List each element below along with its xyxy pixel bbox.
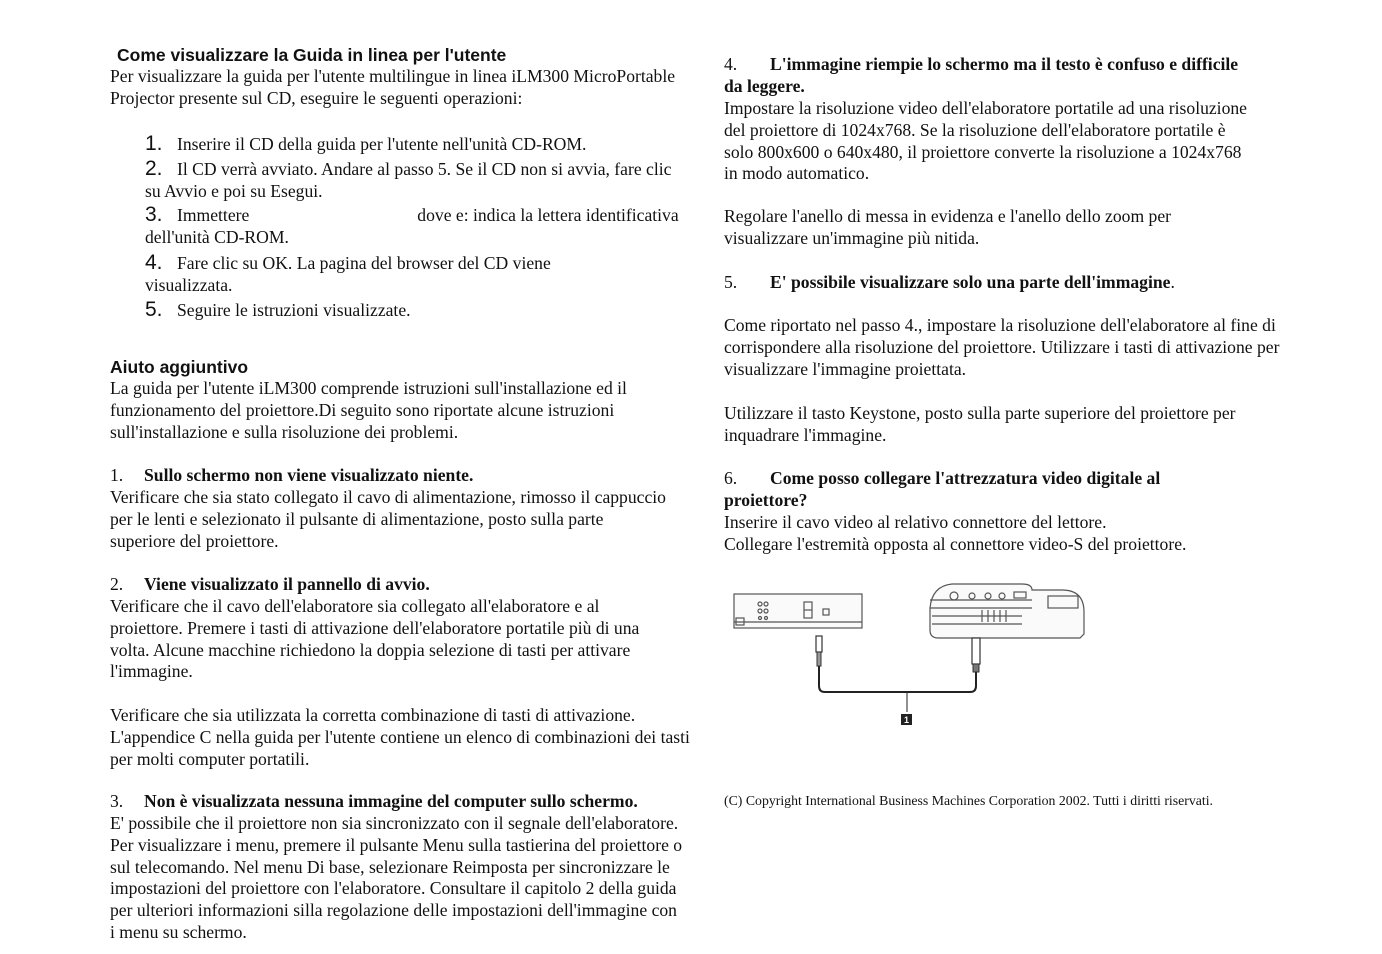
question-tail: .: [1170, 272, 1175, 292]
video-cable: [816, 636, 980, 712]
step-number: 3.: [145, 203, 163, 226]
question-4: [724, 54, 1244, 98]
answer-5: Come riportato nel passo 4., impostare la risoluzione dell'elaboratore al fine di corrispondere alla risoluzione del proiettore. Utilizzare i tasti di attivazione per visualizzare l'immagine proiettata.: [724, 315, 1280, 379]
intro-paragraph: Per visualizzare la guida per l'utente multilingue in linea iLM300 MicroPortable Projector presente sul CD, eseguire le seguenti operazioni:: [110, 66, 676, 108]
question-3: [110, 791, 690, 813]
question-text: Sullo schermo non viene visualizzato niente.: [144, 465, 474, 485]
step-4: [145, 252, 625, 297]
projector-illustration: [930, 584, 1084, 638]
step-text: Immettere: [177, 205, 250, 225]
step-2: [145, 158, 690, 203]
question-number: 3.: [110, 791, 124, 811]
video-player-illustration: [734, 594, 862, 628]
step-text: Seguire le istruzioni visualizzate.: [177, 300, 411, 320]
help-intro: La guida per l'utente iLM300 comprende istruzioni sull'installazione ed il funzionamento del proiettore.Di seguito sono riportate alcune istruzioni sull'installazione e sulla risoluzione dei problemi.: [110, 378, 627, 442]
answer-6: Inserire il cavo video al relativo connettore del lettore.: [724, 512, 1107, 532]
copyright-notice: (C) Copyright International Business Machines Corporation 2002. Tutti i diritti riservati.: [724, 793, 1213, 808]
callout-label: 1: [903, 715, 910, 725]
question-number: 5.: [724, 272, 738, 292]
question-number: 2.: [110, 574, 124, 594]
figure-callout: [901, 714, 912, 725]
question-text: Non è visualizzata nessuna immagine del computer sullo schermo.: [144, 791, 638, 811]
answer-1: Verificare che sia stato collegato il cavo di alimentazione, rimosso il cappuccio per le lenti e selezionato il pulsante di alimentazione, posto sulla parte superiore del proiettore.: [110, 487, 666, 551]
step-text-continued: dove e: indica la lettera identificativa dell'unità CD-ROM.: [145, 205, 679, 247]
step-number: 5.: [145, 298, 163, 321]
step-number: 4.: [145, 251, 163, 274]
heading-online-guide: Come visualizzare la Guida in linea per l'utente: [117, 45, 507, 65]
question-number: 1.: [110, 465, 124, 485]
answer-6b: Collegare l'estremità opposta al connettore video-S del proiettore.: [724, 534, 1187, 554]
step-1: [145, 133, 690, 156]
question-text: E' possibile visualizzare solo una parte dell'immagine: [770, 272, 1171, 292]
answer-3: E' possibile che il proiettore non sia sincronizzato con il segnale dell'elaboratore. Per visualizzare i menu, premere il pulsante Menu sulla tastierina del proiettore o sul telecomando. Nel menu Di base, selezionare Reimposta per sincronizzare le impostazioni del proiettore con l'elaboratore. Consultare il capitolo 2 della guida per ulteriori informazioni silla regolazione delle impostazioni dell'immagine con i menu su schermo.: [110, 813, 683, 942]
question-6: [724, 468, 1244, 512]
step-text: Inserire il CD della guida per l'utente nell'unità CD-ROM.: [177, 134, 587, 154]
step-text: Fare clic su OK. La pagina del browser del CD viene visualizzata.: [145, 253, 551, 295]
step-number: 2.: [145, 157, 163, 180]
heading-additional-help: Aiuto aggiuntivo: [110, 357, 249, 377]
answer-4b: Regolare l'anello di messa in evidenza e l'anello dello zoom per visualizzare un'immagine più nitida.: [724, 206, 1171, 248]
question-number: 6.: [724, 468, 738, 488]
answer-4: Impostare la risoluzione video dell'elaboratore portatile ad una risoluzione del proiettore di 1024x768. Se la risoluzione dell'elaboratore portatile è solo 800x600 o 640x480, il proiettore converte la risoluzione a 1024x768 in modo automatico.: [724, 98, 1247, 184]
question-1: [110, 465, 690, 487]
question-5: [724, 272, 1284, 294]
question-number: 4.: [724, 54, 738, 74]
question-text: Come posso collegare l'attrezzatura video digitale al proiettore?: [724, 468, 1161, 510]
question-text: L'immagine riempie lo schermo ma il testo è confuso e difficile da leggere.: [724, 54, 1239, 96]
answer-2b: Verificare che sia utilizzata la corretta combinazione di tasti di attivazione. L'appendice C nella guida per l'utente contiene un elenco di combinazioni dei tasti per molti computer portatili.: [110, 705, 690, 769]
question-text: Viene visualizzato il pannello di avvio.: [144, 574, 430, 594]
answer-2: Verificare che il cavo dell'elaboratore sia collegato all'elaboratore e al proiettore. Premere i tasti di attivazione dell'elaboratore portatile più di una volta. Alcune macchine richiedono la doppia selezione di tasti per attivare l'immagine.: [110, 596, 640, 682]
answer-5b: Utilizzare il tasto Keystone, posto sulla parte superiore del proiettore per inquadrare l'immagine.: [724, 403, 1236, 445]
step-number: 1.: [145, 132, 163, 155]
step-5: [145, 299, 690, 322]
video-connection-diagram: [732, 578, 1102, 733]
question-2: [110, 574, 690, 596]
step-text: Il CD verrà avviato. Andare al passo 5. Se il CD non si avvia, fare clic su Avvio e poi su Esegui.: [145, 159, 672, 201]
step-3: [145, 204, 690, 249]
